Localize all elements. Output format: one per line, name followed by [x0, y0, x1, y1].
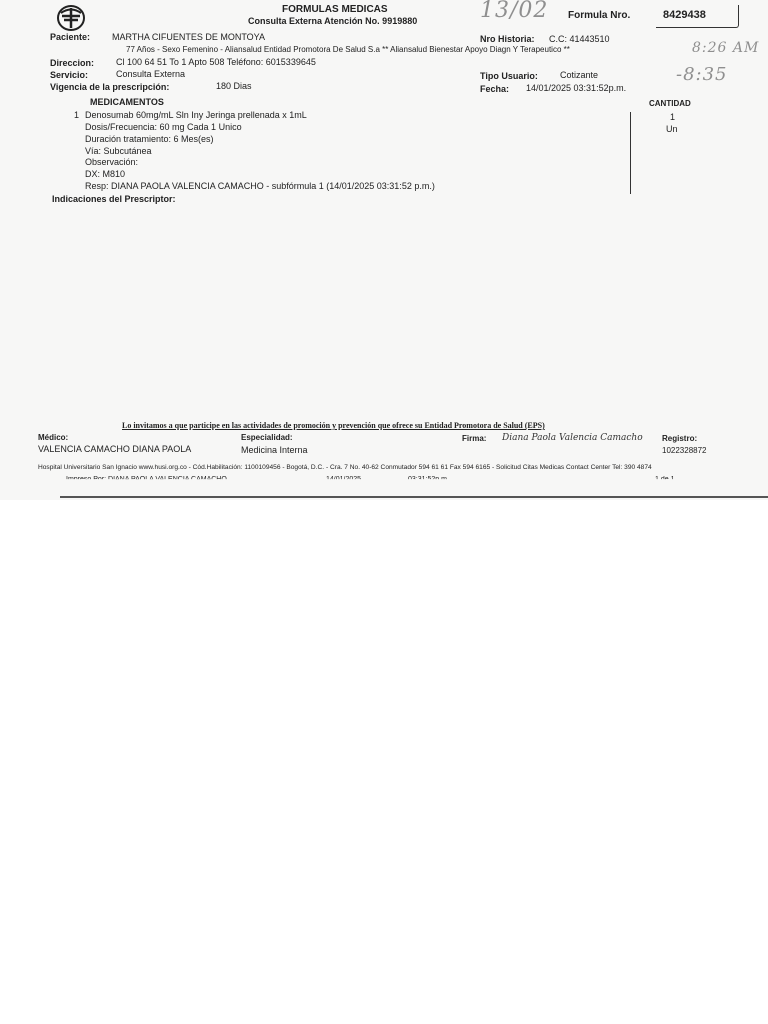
- signature: Diana Paola Valencia Camacho: [502, 433, 643, 443]
- scan-edge-line: [60, 496, 768, 498]
- address-value: Cl 100 64 51 To 1 Apto 508 Teléfono: 6015339645: [116, 57, 316, 67]
- medication-dx: DX: M810: [85, 169, 126, 179]
- medications-heading: MEDICAMENTOS: [90, 97, 164, 107]
- user-type-label: Tipo Usuario:: [480, 71, 538, 81]
- date-value: 14/01/2025 03:31:52p.m.: [526, 83, 627, 93]
- history-value: C.C: 41443510: [549, 34, 610, 44]
- hospital-logo: [56, 4, 86, 32]
- handwritten-time-1: 8:26 AM: [692, 40, 760, 56]
- history-label: Nro Historia:: [480, 34, 535, 44]
- validity-label: Vigencia de la prescripción:: [50, 82, 170, 92]
- formula-label: Formula Nro.: [568, 10, 631, 21]
- medication-dose: Dosis/Frecuencia: 60 mg Cada 1 Unico: [85, 122, 242, 132]
- handwritten-time-2: -8:35: [676, 64, 728, 85]
- address-label: Direccion:: [50, 58, 95, 68]
- handwritten-date: 13/02: [480, 0, 549, 23]
- quantity-unit: Un: [666, 124, 678, 134]
- medication-name: Denosumab 60mg/mL Sln Iny Jeringa prellenada x 1mL: [85, 110, 307, 120]
- signature-label: Firma:: [462, 434, 487, 443]
- formula-number: 8429438: [663, 9, 706, 21]
- quantity-divider: [630, 112, 631, 194]
- patient-name: MARTHA CIFUENTES DE MONTOYA: [112, 32, 266, 42]
- user-type-value: Cotizante: [560, 70, 599, 80]
- validity-value: 180 Dias: [216, 81, 252, 91]
- document-title: FORMULAS MEDICAS: [282, 4, 388, 15]
- service-value: Consulta Externa: [116, 69, 186, 79]
- registry-label: Registro:: [662, 434, 698, 443]
- medication-duration: Duración tratamiento: 6 Mes(es): [85, 134, 214, 144]
- medication-resp: Resp: DIANA PAOLA VALENCIA CAMACHO - subfórmula 1 (14/01/2025 03:31:52 p.m.): [85, 181, 435, 191]
- eps-invitation: Lo invitamos a que participe en las actividades de promoción y prevención que ofrece su Entidad Promotora de Salud (EPS): [122, 421, 545, 430]
- service-label: Servicio:: [50, 70, 89, 80]
- document-subtitle: Consulta Externa Atención No. 9919880: [248, 16, 418, 26]
- specialty-value: Medicina Interna: [241, 445, 308, 455]
- registry-value: 1022328872: [662, 446, 707, 455]
- medication-route: Vía: Subcutánea: [85, 146, 152, 156]
- date-label: Fecha:: [480, 84, 510, 94]
- hospital-contact-line: Hospital Universitario San Ignacio www.husi.org.co - Cód.Habilitación: 1100109456 - Bogotá, D.C. - Cra. 7 No. 40-62 Conmutador 594 61 61 Fax 594 6165 - Solicitud Citas Medicas Contact Center Tel: 390 4874: [38, 464, 652, 471]
- doctor-label: Médico:: [38, 433, 69, 442]
- item-number: 1: [74, 110, 80, 120]
- doctor-name: VALENCIA CAMACHO DIANA PAOLA: [38, 444, 192, 454]
- quantity-value: 1: [670, 112, 676, 122]
- patient-details: 77 Años - Sexo Femenino - Aliansalud Entidad Promotora De Salud S.a ** Aliansalud Bienestar Apoyo Diagn Y Terapeutico **: [126, 45, 570, 54]
- patient-label: Paciente:: [50, 32, 91, 42]
- prescriber-indications-label: Indicaciones del Prescriptor:: [52, 194, 176, 204]
- quantity-heading: CANTIDAD: [649, 99, 691, 108]
- medication-observation: Observación:: [85, 157, 139, 167]
- specialty-label: Especialidad:: [241, 433, 293, 442]
